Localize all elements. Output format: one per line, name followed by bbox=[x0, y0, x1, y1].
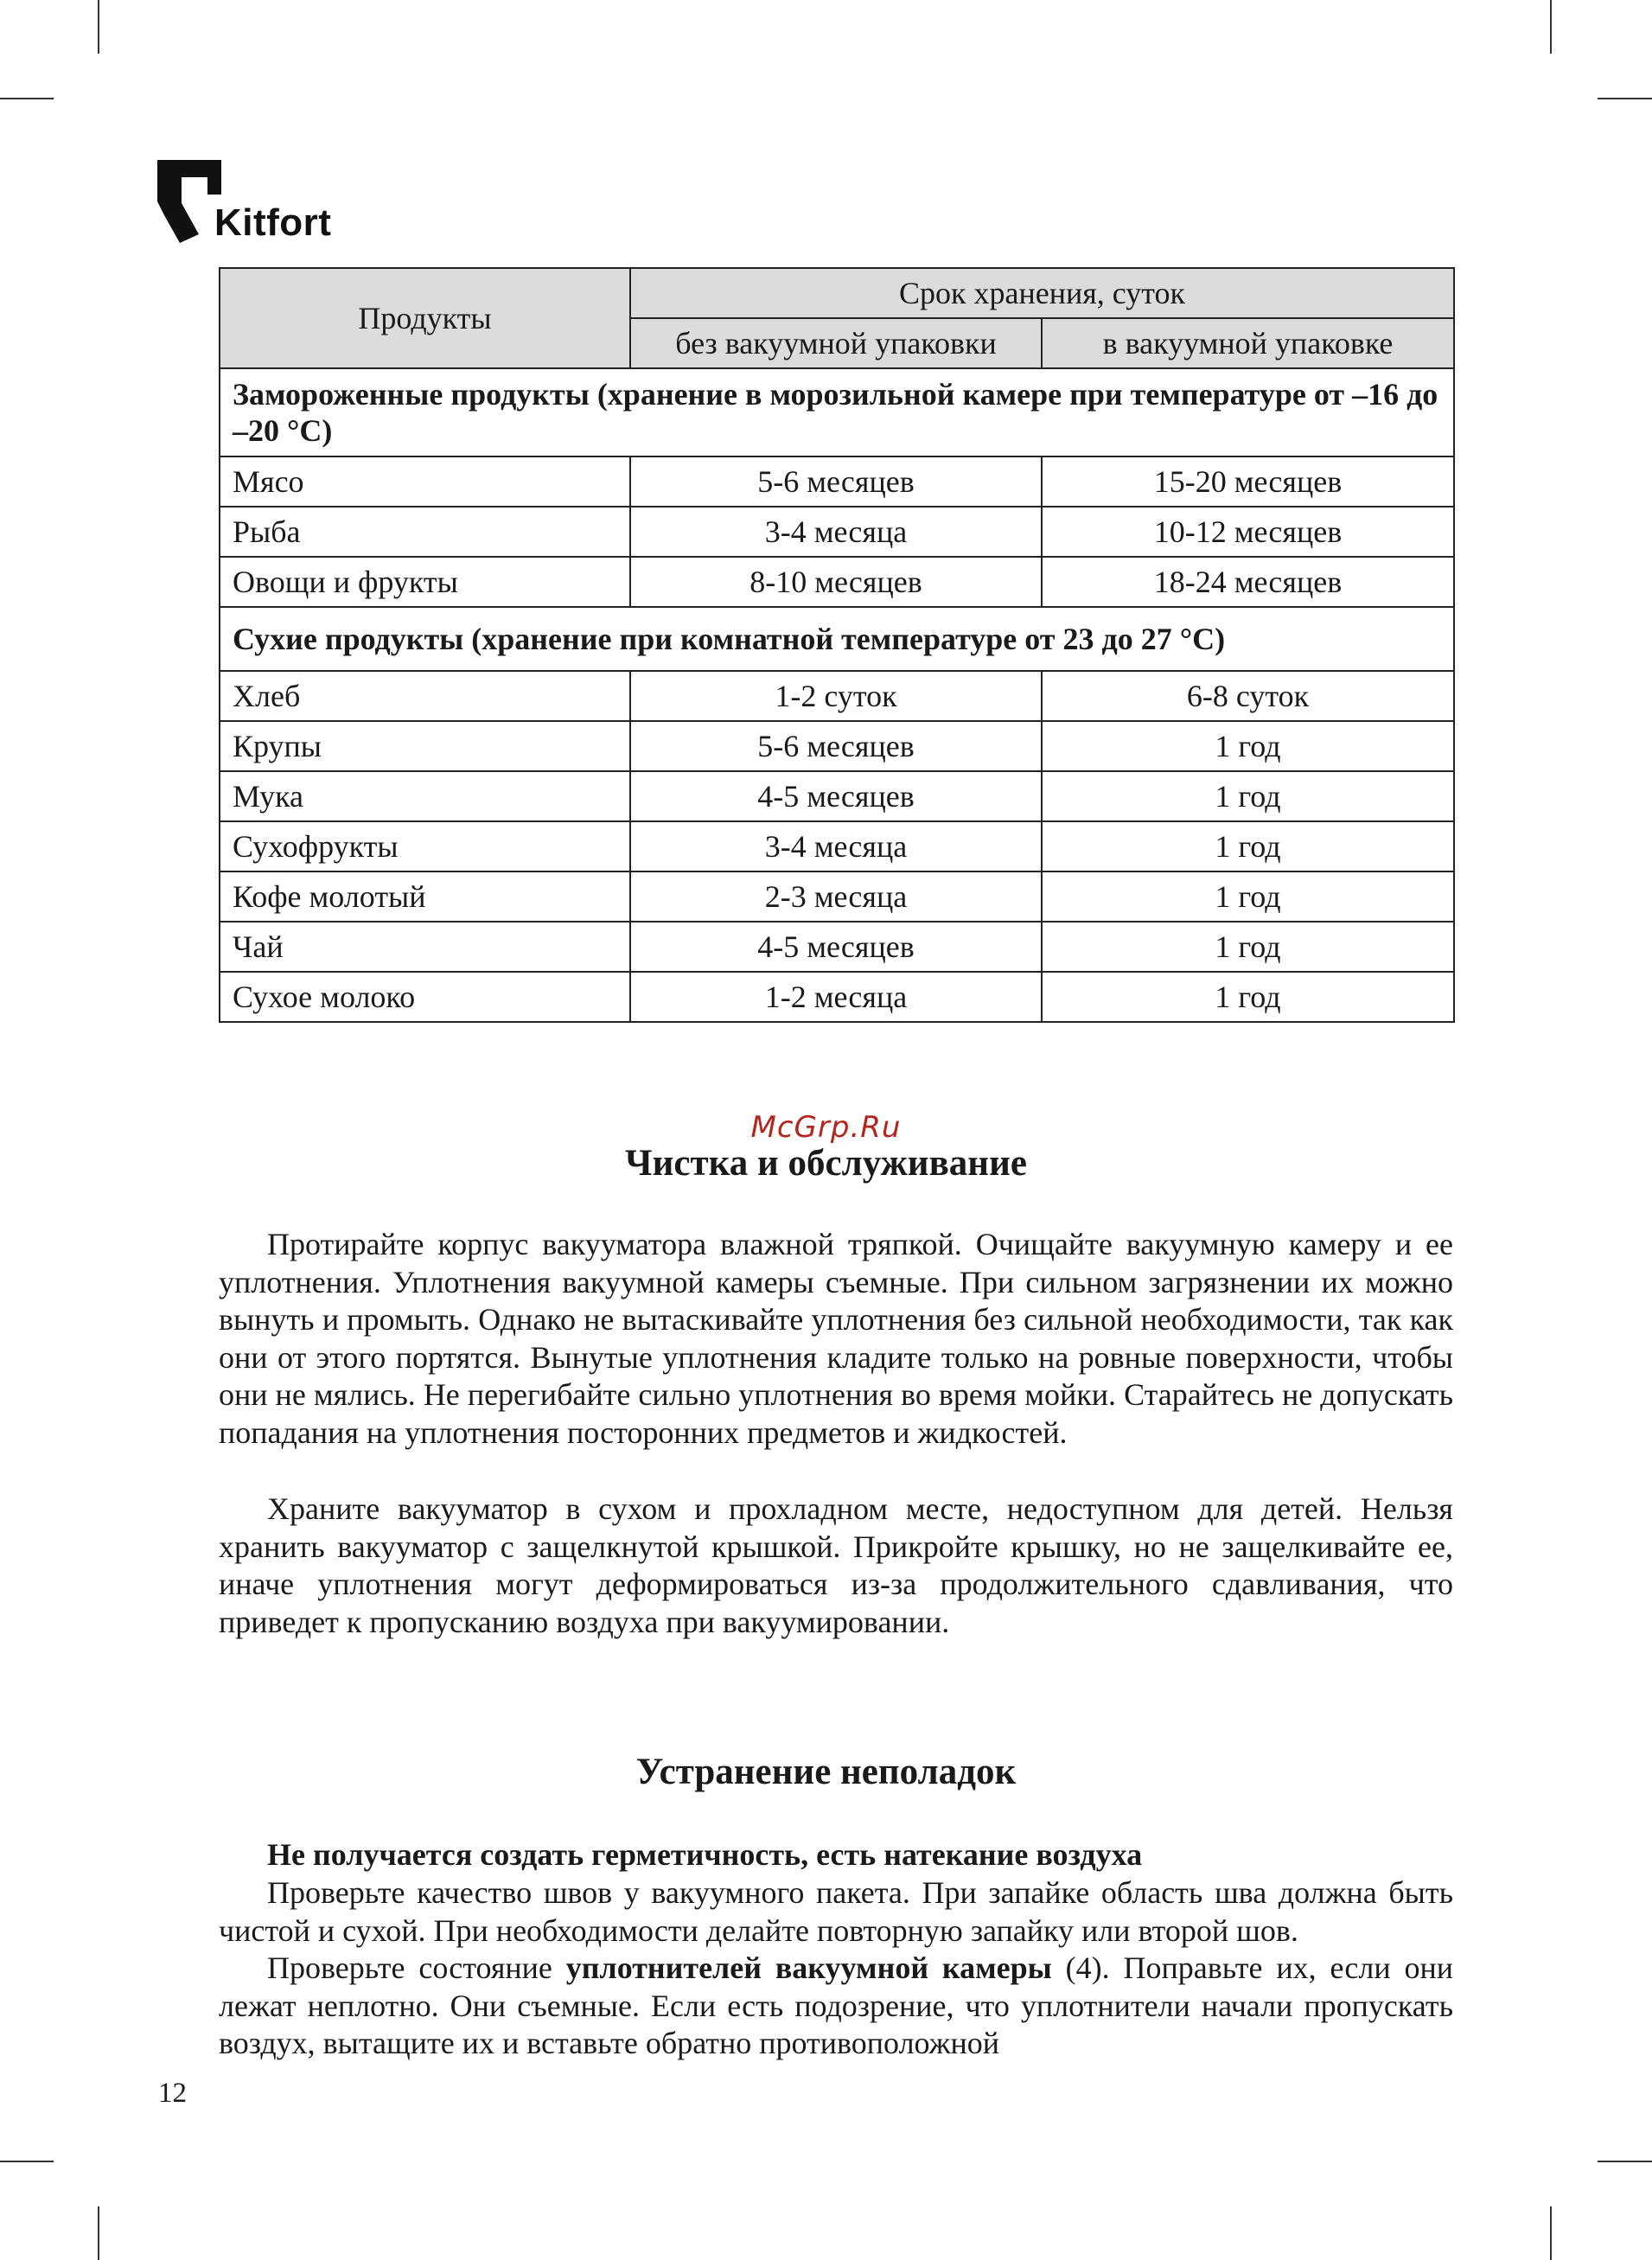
without-vacuum-cell: 4-5 месяцев bbox=[630, 771, 1042, 821]
without-vacuum-cell: 3-4 месяца bbox=[630, 507, 1042, 557]
product-cell: Мука bbox=[220, 771, 630, 821]
header-storage-period: Срок хранения, суток bbox=[630, 268, 1454, 318]
header-with-vacuum: в вакуумной упаковке bbox=[1042, 318, 1454, 368]
cleaning-heading: Чистка и обслуживание bbox=[625, 1143, 1027, 1184]
crop-mark bbox=[1550, 0, 1552, 54]
header-without-vacuum: без вакуумной упаковки bbox=[630, 318, 1042, 368]
table-row bbox=[220, 721, 1454, 771]
table-row bbox=[220, 671, 1454, 721]
troubleshooting-paragraph-2: Проверьте состояние уплотнителей вакуумной камеры (4). Поправьте их, если они лежат неплотно. Они съемные. Если есть подозрение, что уплотнители начали пропускать воздух, вытащите их и вставьте обратно противоположной bbox=[219, 1950, 1453, 2061]
troubleshooting-subtitle: Не получается создать герметичность, есть натекание воздуха bbox=[267, 1837, 1143, 1872]
troubleshooting-paragraph-1: Проверьте качество швов у вакуумного пакета. При запайке область шва должна быть чистой и сухой. При необходимости делайте повторную запайку или второй шов. bbox=[219, 1875, 1453, 1948]
with-vacuum-cell: 6-8 суток bbox=[1042, 671, 1454, 721]
without-vacuum-cell: 2-3 месяца bbox=[630, 871, 1042, 922]
cleaning-paragraph-2: Храните вакууматор в сухом и прохладном месте, недоступном для детей. Нельзя хранить вакууматор с защелкнутой крышкой. Прикройте крышку, но не защелкивайте ее, иначе уплотнения могут деформироваться из-за продолжительного сдавливания, что приведет к пропусканию воздуха при вакуумировании. bbox=[219, 1491, 1453, 1639]
brand-name: Kitfort bbox=[214, 201, 332, 244]
table-row bbox=[220, 871, 1454, 922]
crop-mark bbox=[0, 2161, 54, 2162]
with-vacuum-cell: 1 год bbox=[1042, 771, 1454, 821]
without-vacuum-cell: 1-2 месяца bbox=[630, 972, 1042, 1022]
table-row bbox=[220, 557, 1454, 607]
with-vacuum-cell: 1 год bbox=[1042, 922, 1454, 972]
with-vacuum-cell: 10-12 месяцев bbox=[1042, 507, 1454, 557]
with-vacuum-cell: 15-20 месяцев bbox=[1042, 456, 1454, 507]
table-row bbox=[220, 771, 1454, 821]
product-cell: Сухое молоко bbox=[220, 972, 630, 1022]
with-vacuum-cell: 1 год bbox=[1042, 972, 1454, 1022]
with-vacuum-cell: 1 год bbox=[1042, 721, 1454, 771]
with-vacuum-cell: 18-24 месяцев bbox=[1042, 557, 1454, 607]
with-vacuum-cell: 1 год bbox=[1042, 821, 1454, 871]
without-vacuum-cell: 5-6 месяцев bbox=[630, 721, 1042, 771]
section-title-frozen: Замороженные продукты (хранение в морозильной камере при температуре от –16 до –20 °C) bbox=[220, 368, 1454, 456]
crop-mark bbox=[1598, 2161, 1652, 2162]
product-cell: Чай bbox=[220, 922, 630, 972]
without-vacuum-cell: 8-10 месяцев bbox=[630, 557, 1042, 607]
without-vacuum-cell: 3-4 месяца bbox=[630, 821, 1042, 871]
table-row bbox=[220, 456, 1454, 507]
page-number: 12 bbox=[158, 2078, 187, 2109]
crop-mark bbox=[98, 0, 99, 54]
product-cell: Овощи и фрукты bbox=[220, 557, 630, 607]
crop-mark bbox=[1598, 98, 1652, 99]
product-cell: Кофе молотый bbox=[220, 871, 630, 922]
brand-logo bbox=[156, 156, 354, 251]
table-row bbox=[220, 972, 1454, 1022]
cleaning-paragraph-1: Протирайте корпус вакууматора влажной тряпкой. Очищайте вакуумную камеру и ее уплотнения. Уплотнения вакуумной камеры съемные. При сильном загрязнении их можно вынуть и промыть. Однако не вытаскивайте уплотнения без сильной необходимости, так как они от этого портятся. Вынутые уплотнения кладите только на ровные поверхности, чтобы они не мялись. Не перегибайте сильно уплотнения во время мойки. Старайтесь не допускать попадания на уплотнения посторонних предметов и жидкостей. bbox=[219, 1227, 1453, 1450]
without-vacuum-cell: 5-6 месяцев bbox=[630, 456, 1042, 507]
section-title-dry: Сухие продукты (хранение при комнатной температуре от 23 до 27 °C) bbox=[220, 607, 1454, 671]
product-cell: Хлеб bbox=[220, 671, 630, 721]
with-vacuum-cell: 1 год bbox=[1042, 871, 1454, 922]
watermark: McGrp.Ru bbox=[750, 1110, 902, 1145]
product-cell: Крупы bbox=[220, 721, 630, 771]
product-cell: Сухофрукты bbox=[220, 821, 630, 871]
table-row bbox=[220, 507, 1454, 557]
crop-mark bbox=[1550, 2206, 1552, 2260]
header-products: Продукты bbox=[220, 268, 630, 368]
crop-mark bbox=[98, 2206, 99, 2260]
storage-table bbox=[219, 267, 1455, 1023]
table-row bbox=[220, 922, 1454, 972]
table-row bbox=[220, 821, 1454, 871]
without-vacuum-cell: 1-2 суток bbox=[630, 671, 1042, 721]
without-vacuum-cell: 4-5 месяцев bbox=[630, 922, 1042, 972]
product-cell: Рыба bbox=[220, 507, 630, 557]
troubleshooting-heading: Устранение неполадок bbox=[635, 1752, 1017, 1792]
product-cell: Мясо bbox=[220, 456, 630, 507]
crop-mark bbox=[0, 98, 54, 99]
